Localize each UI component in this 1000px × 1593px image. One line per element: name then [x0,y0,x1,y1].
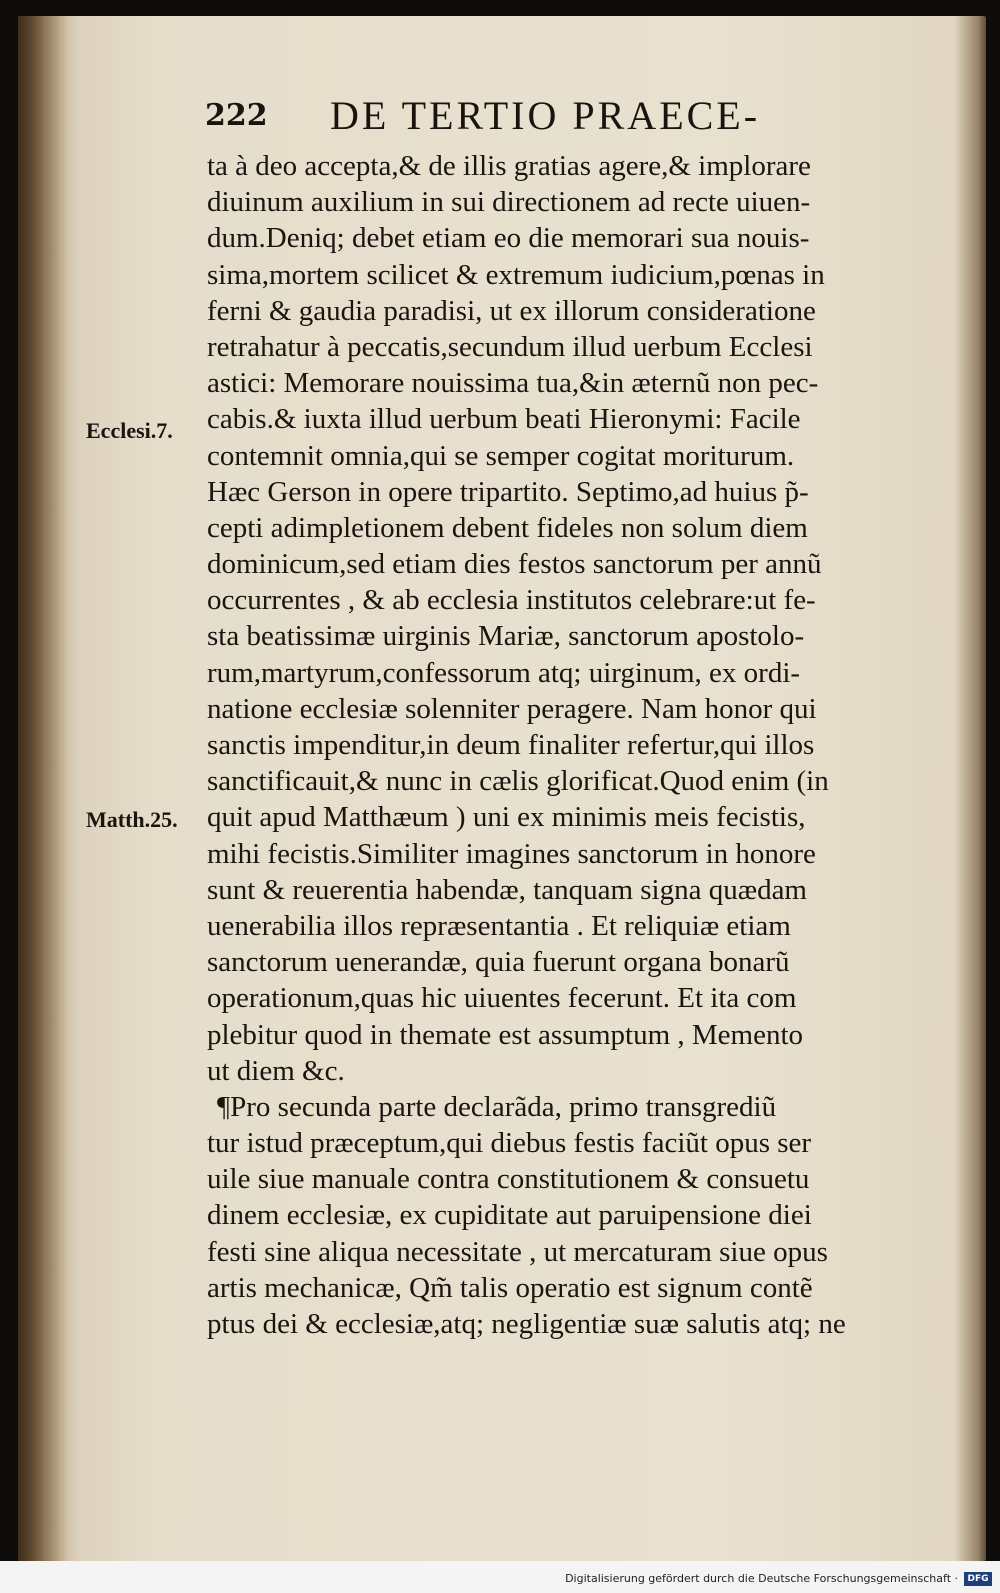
text-line: sanctis impenditur,in deum finaliter refertur,qui illos [207,729,815,761]
text-line: ptus dei & ecclesiæ,atq; negligentiæ suæ salutis atq; ne [207,1308,846,1340]
text-line: quit apud Matthæum ) uni ex minimis meis fecistis, [207,801,806,834]
text-line: operationum,quas hic uiuentes fecerunt. Et ita com [207,982,797,1015]
page-header [205,92,965,142]
funding-credit: Digitalisierung gefördert durch die Deutsche Forschungsgemeinschaft · [565,1572,958,1585]
text-line: plebitur quod in themate est assumptum , Memento [207,1018,804,1051]
text-line: sta beatissimæ uirginis Mariæ, sanctorum apostolo- [207,620,805,653]
footer-strip [0,1561,1000,1593]
text-line: astici: Memorare nouissima tua,&in æternũ non pec- [207,367,819,400]
text-line: contemnit omnia,qui se semper cogitat moriturum. [207,439,795,472]
text-line: festi sine aliqua necessitate , ut mercaturam siue opus [207,1235,828,1268]
text-line: sanctorum uenerandæ, quia fuerunt organa bonarũ [207,946,790,979]
running-title: DE TERTIO PRAECE- [330,93,761,138]
text-line: cabis.& iuxta illud uerbum beati Hieronymi: Facile [207,403,801,436]
text-line: tur istud præceptum,qui diebus festis faciũt opus ser [207,1127,812,1160]
text-line: sunt & reuerentia habendæ, tanquam signa quædam [207,873,807,906]
text-line: natione ecclesiæ solenniter peragere. Nam honor qui [207,692,817,725]
page-gutter-shadow [18,16,68,1561]
margin-note-ecclesi: Ecclesi.7. [86,418,173,443]
text-line: ut diem &c. [207,1054,345,1087]
text-line: retrahatur à peccatis,secundum illud uerbum Ecclesi [207,330,813,363]
body-text [207,148,937,1342]
text-line: occurrentes , & ab ecclesia institutos celebrare:ut fe- [207,584,816,617]
page-edge-shadow [956,16,986,1561]
text-line: sima,mortem scilicet & extremum iudicium,pœnas in [207,258,825,291]
text-line: Hæc Gerson in opere tripartito. Septimo,ad huius p̃- [207,475,809,508]
page-number: 222 [205,98,268,133]
dfg-logo: DFG [964,1572,992,1586]
text-line: uenerabilia illos repræsentantia . Et reliquiæ etiam [207,909,791,942]
text-line: uile siue manuale contra constitutionem & consuetu [207,1163,810,1196]
text-line: dominicum,sed etiam dies festos sanctorum per annũ [207,548,822,581]
text-line: sanctificauit,& nunc in cælis glorificat.Quod enim (in [207,765,829,798]
text-line: ferni & gaudia paradisi, ut ex illorum consideratione [207,294,816,327]
text-line: cepti adimpletionem debent fideles non solum diem [207,511,808,544]
text-line: dinem ecclesiæ, ex cupiditate aut paruipensione diei [207,1199,812,1232]
text-line: mihi fecistis.Similiter imagines sanctorum in honore [207,837,816,870]
text-line: dum.Deniq; debet etiam eo die memorari sua nouis- [207,222,810,255]
margin-note-matth: Matth.25. [86,807,178,832]
text-line: artis mechanicæ, Qm̃ talis operatio est signum contẽ [207,1271,813,1304]
text-line: ta à deo accepta,& de illis gratias agere,& implorare [207,150,811,182]
text-line: ¶Pro secunda parte declarãda, primo transgrediũ [217,1090,777,1123]
text-line: rum,martyrum,confessorum atq; uirginum, ex ordi- [207,656,801,689]
text-line: diuinum auxilium in sui directionem ad recte uiuen- [207,186,811,219]
